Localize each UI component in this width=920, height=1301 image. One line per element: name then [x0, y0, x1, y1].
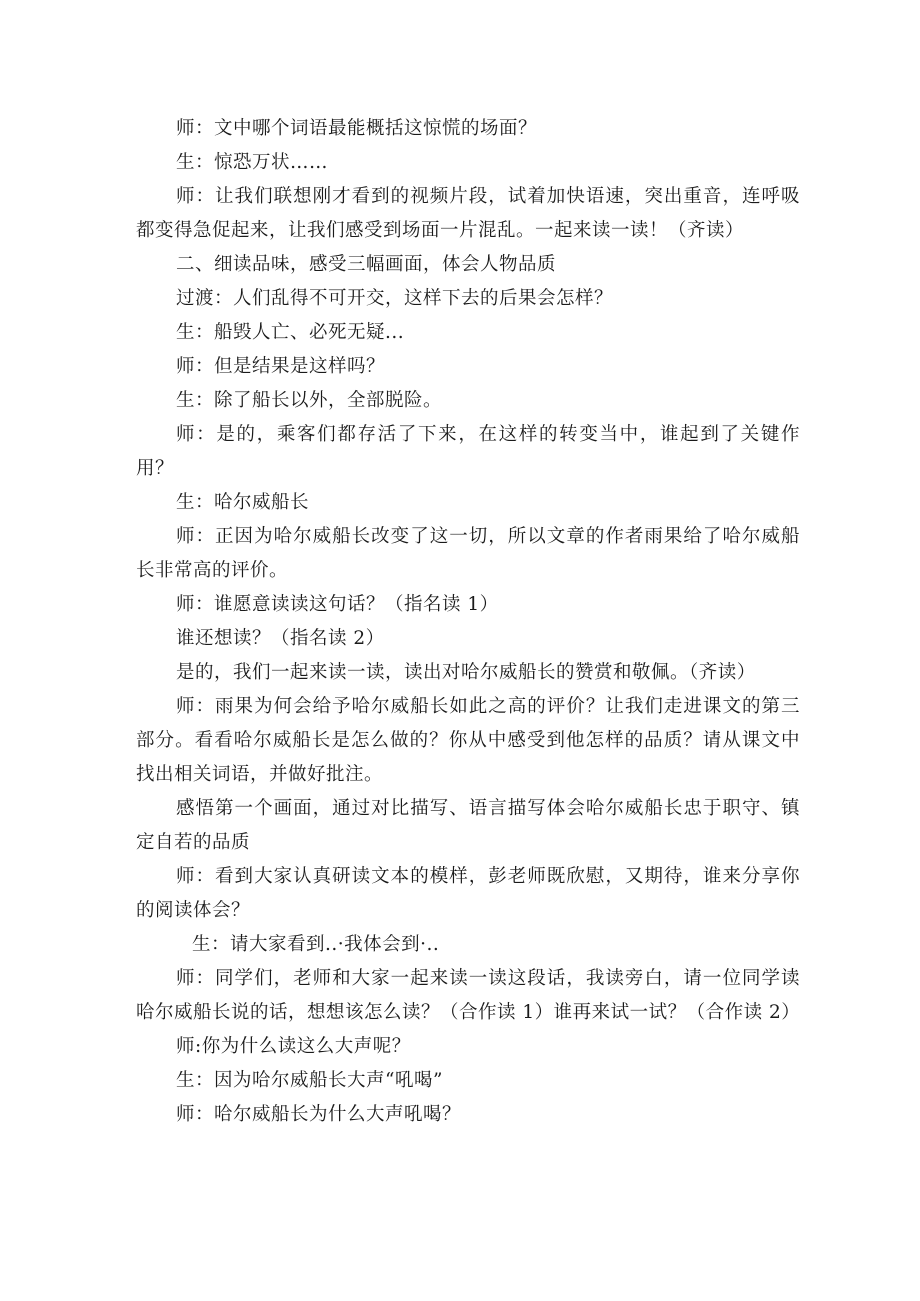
- paragraph: 过渡：人们乱得不可开交，这样下去的后果会怎样？: [176, 288, 614, 309]
- paragraph: 师：正因为哈尔威船长改变了这一切，所以文章的作者雨果给了哈尔威船长非常高的评价。: [136, 526, 800, 581]
- paragraph: 师:你为什么读这么大声呢？: [176, 1036, 411, 1057]
- paragraph: 师：谁愿意读读这句话？（指名读 1）: [176, 594, 499, 615]
- paragraph: 生：除了船长以外，全部脱险。: [176, 390, 443, 411]
- paragraph: 师：但是结果是这样吗？: [176, 356, 386, 377]
- paragraph: 师：雨果为何会给予哈尔威船长如此之高的评价？让我们走进课文的第三部分。看看哈尔威船长是怎么做的？你从中感受到他怎样的品质？请从课文中找出相关词语，并做好批注。: [136, 696, 800, 785]
- paragraph: 是的，我们一起来读一读，读出对哈尔威船长的赞赏和敬佩。（齐读）: [176, 662, 756, 683]
- section-heading: 感悟第一个画面，通过对比描写、语言描写体会哈尔威船长忠于职守、镇定自若的品质: [136, 798, 800, 853]
- paragraph: 师：是的，乘客们都存活了下来，在这样的转变当中，谁起到了关键作用？: [136, 424, 800, 479]
- section-heading: 二、细读品味，感受三幅画面，体会人物品质: [176, 254, 557, 275]
- paragraph: 生：哈尔威船长: [176, 492, 310, 513]
- paragraph: 师：看到大家认真研读文本的模样，彭老师既欣慰，又期待，谁来分享你的阅读体会？: [136, 866, 800, 921]
- paragraph: 师：文中哪个词语最能概括这惊慌的场面？: [176, 118, 538, 139]
- paragraph: 谁还想读？（指名读 2）: [176, 628, 385, 649]
- paragraph: 生：惊恐万状……: [176, 152, 329, 173]
- paragraph: 师：哈尔威船长为什么大声吼喝？: [176, 1104, 462, 1125]
- paragraph: 师：让我们联想刚才看到的视频片段，试着加快语速，突出重音，连呼吸都变得急促起来，让我们感受到场面一片混乱。一起来读一读！（齐读）: [136, 186, 800, 241]
- paragraph: 生：船毁人亡、必死无疑...: [176, 322, 405, 343]
- document-body: [136, 112, 800, 1132]
- paragraph: 生：请大家看到..·我体会到·..: [192, 934, 440, 955]
- paragraph: 师：同学们，老师和大家一起来读一读这段话，我读旁白，请一位同学读哈尔威船长说的话，想想该怎么读？（合作读 1）谁再来试一试？（合作读 2）: [136, 968, 801, 1023]
- paragraph: 生：因为哈尔威船长大声“吼喝”: [176, 1070, 443, 1091]
